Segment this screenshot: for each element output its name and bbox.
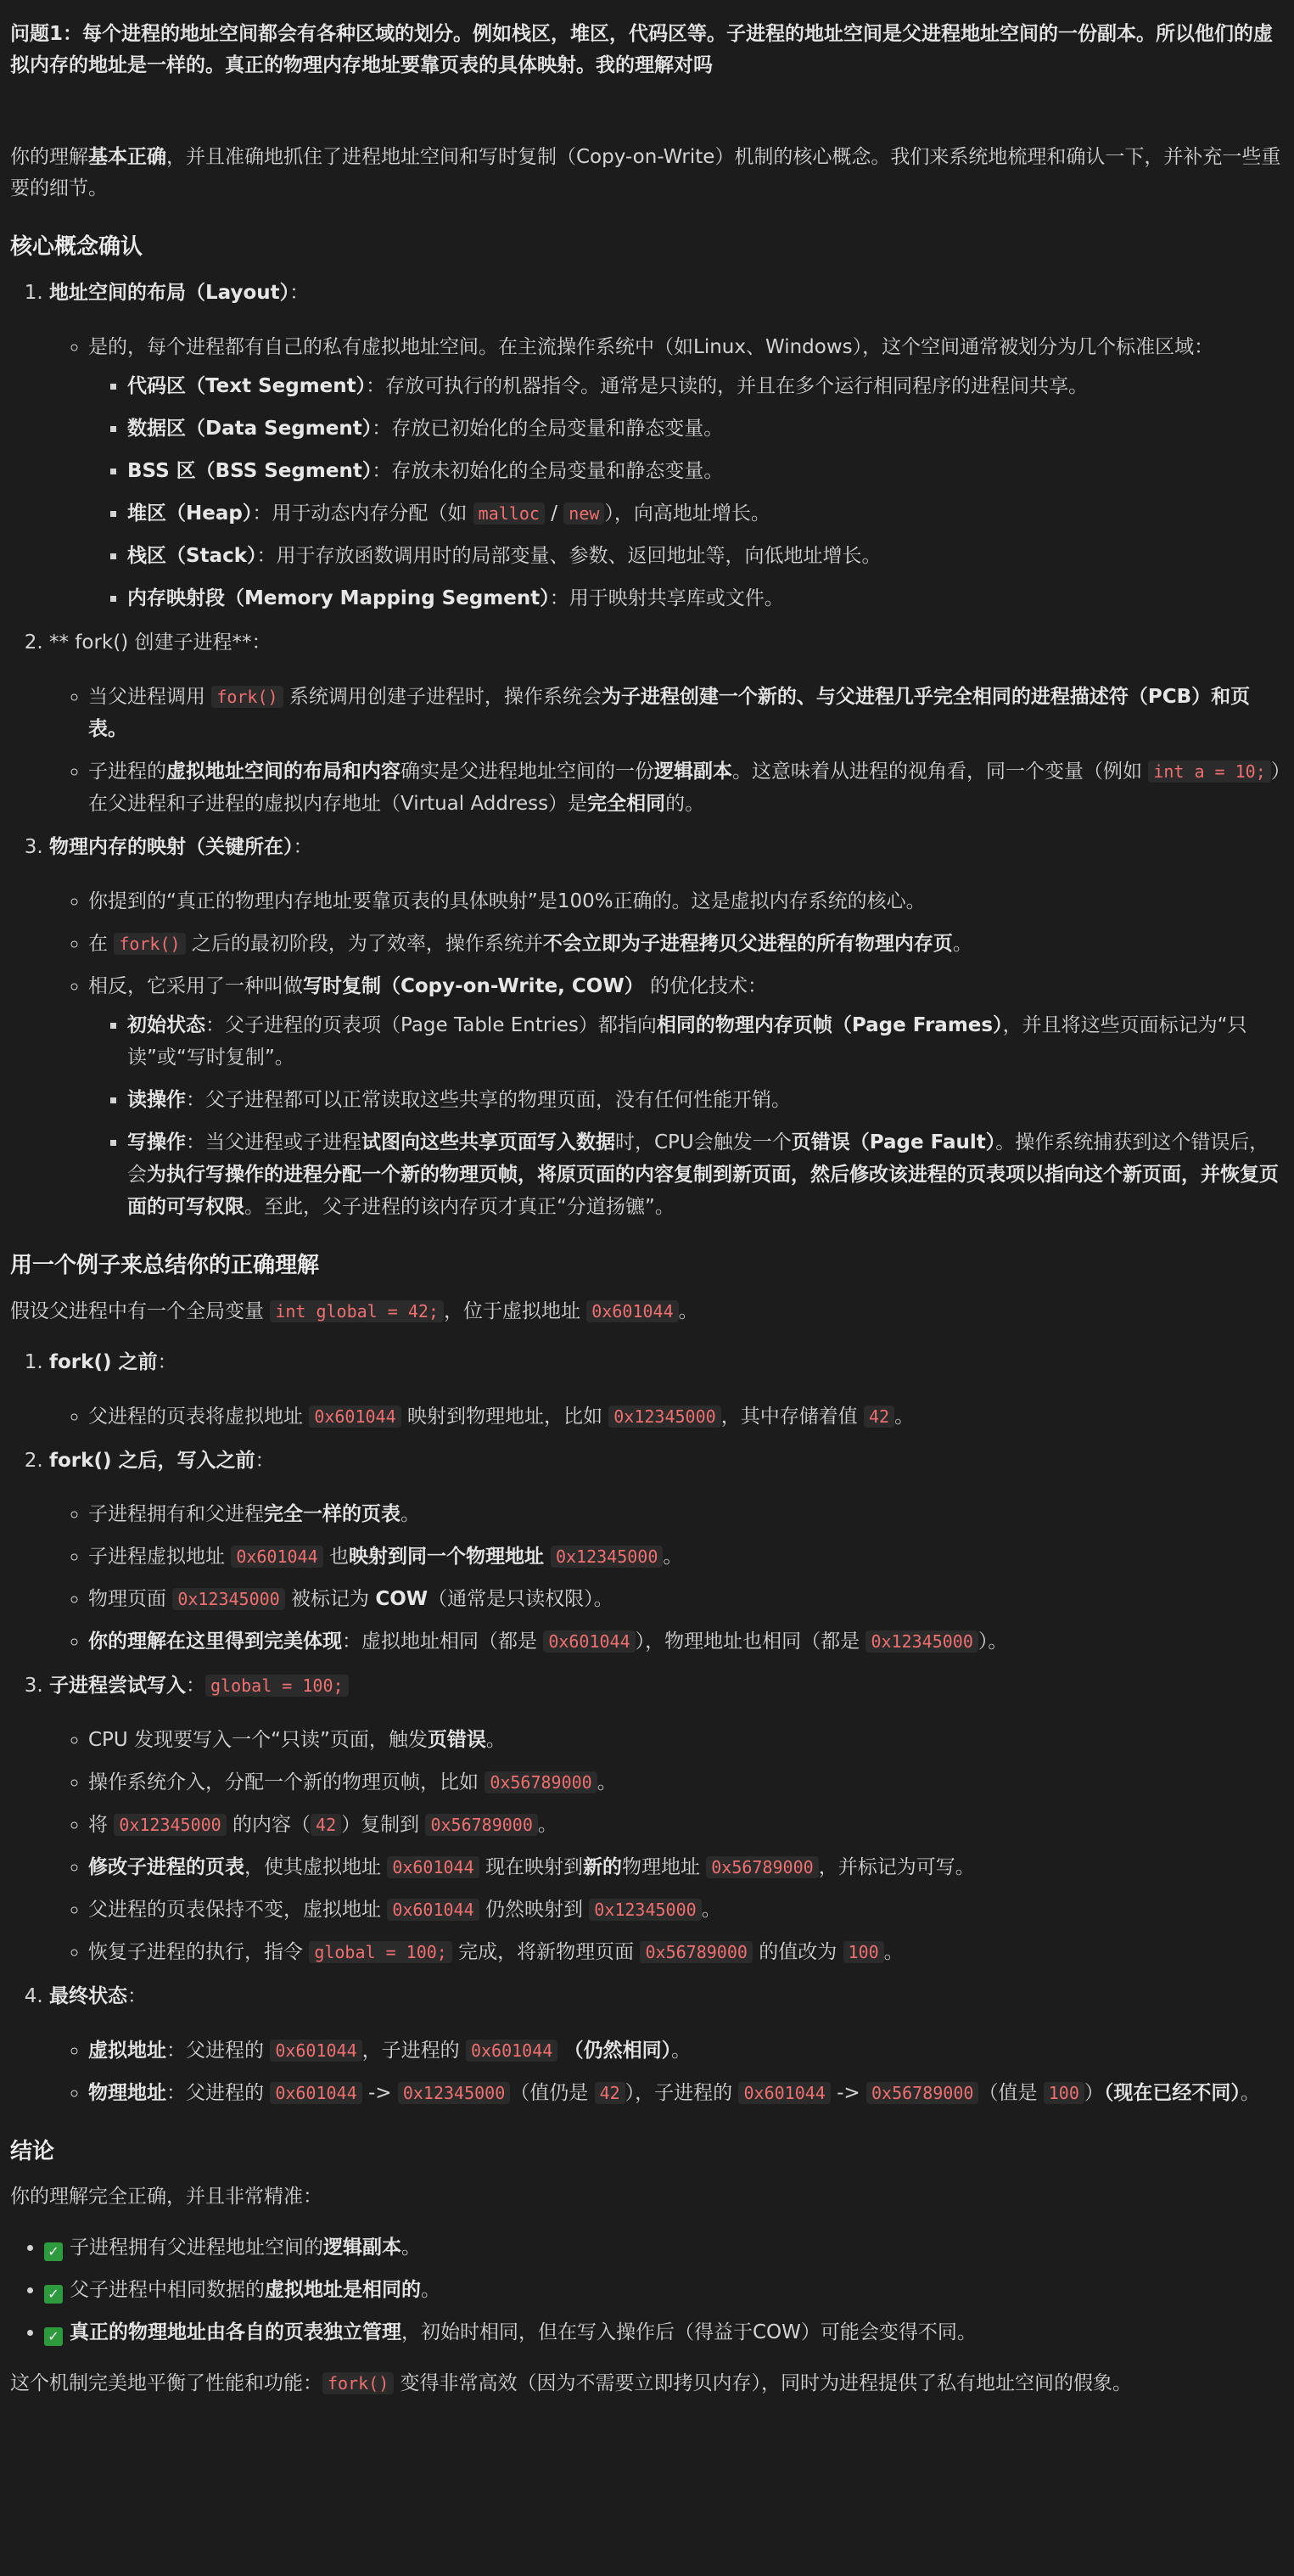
inline-code: global = 100; xyxy=(205,1675,349,1697)
list-item: ◦ 相反，它采用了一种叫做写时复制（Copy-on-Write, COW） 的优化技术： ▪ 初始状态：父子进程的页表项（Page Table Entries）都指向相同的物理内存页帧（Page Frames），并且将这些页面标记为“只读”或“写时复制”。 ▪ 读操作：父子进程都可以正常读取这些共享的物理页面，没有任何性能开销。 ▪ 写操作：当父进程或子进程试图向这些共享页面写入数据时，CPU会触发一个页错误（Page Fault）。操作系统捕获到这个错误后，会为执行写操作的进程分配一个新的物理页帧，将原页面的内容复制到新页面，然后修改该进程的页表项以指向这个新页面，并恢复页面的可写权限。至此，父子进程的该内存页才真正“分道扬镳”。 xyxy=(88,971,1282,1224)
list-item: • ✓ 父子进程中相同数据的虚拟地址是相同的。 xyxy=(44,2275,1282,2307)
list-item: ◦ 子进程的虚拟地址空间的布局和内容确实是父进程地址空间的一份逻辑副本。这意味着从进程的视角看，同一个变量（例如 int a = 10; ）在父进程和子进程的虚拟内存地址（Virtual Address）是完全相同的。 xyxy=(88,756,1282,821)
inline-code: int a = 10; xyxy=(1148,760,1270,783)
list-item: • ✓ 真正的物理地址由各自的页表独立管理，初始时相同，但在写入操作后（得益于COW）可能会变得不同。 xyxy=(44,2317,1282,2349)
inline-code: 42 xyxy=(311,1814,341,1836)
list-item: ◦ 当父进程调用 fork() 系统调用创建子进程时，操作系统会为子进程创建一个新的、与父进程几乎完全相同的进程描述符（PCB）和页表。 xyxy=(88,682,1282,746)
inline-code: 0x601044 xyxy=(543,1630,635,1653)
inline-code: malloc xyxy=(473,502,545,525)
inline-code: fork() xyxy=(211,686,283,708)
intro-paragraph: 你的理解基本正确，并且准确地抓住了进程地址空间和写时复制（Copy-on-Write）机制的核心概念。我们来系统地梳理和确认一下，并补充一些重要的细节。 xyxy=(10,145,1281,200)
inline-code: 0x601044 xyxy=(586,1300,678,1322)
inline-code: 0x601044 xyxy=(231,1546,322,1568)
inline-code: 100 xyxy=(843,1941,884,1963)
list-item: ▪ 代码区（Text Segment）：存放可执行的机器指令。通常是只读的，并且在多个运行相同程序的进程间共享。 xyxy=(127,371,1282,403)
segment-list xyxy=(88,371,1282,615)
list-item: ◦ 子进程拥有和父进程完全一样的页表。 xyxy=(88,1499,1282,1531)
inline-code: 0x601044 xyxy=(270,2082,361,2104)
list-item: ◦ 物理页面 0x12345000 被标记为 COW（通常是只读权限）。 xyxy=(88,1584,1282,1616)
core-concepts-list xyxy=(10,278,1282,1224)
inline-code: 0x12345000 xyxy=(398,2082,510,2104)
inline-code: 0x601044 xyxy=(387,1899,479,1921)
section-title-core-concepts: 核心概念确认 xyxy=(10,234,143,261)
list-item: • ✓ 子进程拥有父进程地址空间的逻辑副本。 xyxy=(44,2232,1282,2265)
inline-code: 0x12345000 xyxy=(865,1630,978,1653)
list-item: ◦ 父进程的页表保持不变，虚拟地址 0x601044 仍然映射到 0x12345000 。 xyxy=(88,1894,1282,1927)
example-steps-list xyxy=(10,1347,1282,2110)
section-title-conclusion: 结论 xyxy=(10,2138,55,2164)
inline-code: 0x56789000 xyxy=(706,1856,818,1878)
check-mark-icon: ✓ xyxy=(44,2327,63,2346)
inline-code: 0x601044 xyxy=(270,2040,361,2062)
list-item: ◦ 修改子进程的页表，使其虚拟地址 0x601044 现在映射到新的物理地址 0x56789000 ，并标记为可写。 xyxy=(88,1852,1282,1884)
list-item: ◦ 物理地址：父进程的 0x601044 -> 0x12345000 （值仍是 42 ），子进程的 0x601044 -> 0x56789000 （值是 100 ）（现在已经不同）。 xyxy=(88,2078,1282,2110)
check-mark-icon: ✓ xyxy=(44,2242,63,2261)
list-item: 2. fork() 之后，写入之前： ◦ 子进程拥有和父进程完全一样的页表。 ◦ 子进程虚拟地址 0x601044 也映射到同一个物理地址 0x12345000 。 ◦ 物理页面 0x12345000 被标记为 COW（通常是只读权限）。 ◦ 你的理解在这里得到完美体现：虚拟地址相同（都是 0x601044 ），物理地址也相同（都是 0x12345000 ）。 xyxy=(49,1445,1282,1659)
list-item: ◦ 操作系统介入，分配一个新的物理页帧，比如 0x56789000 。 xyxy=(88,1767,1282,1799)
inline-code: 0x56789000 xyxy=(866,2082,978,2104)
inline-code: 0x601044 xyxy=(309,1406,401,1428)
list-item: ◦ 虚拟地址：父进程的 0x601044 ，子进程的 0x601044 （仍然相同）。 xyxy=(88,2035,1282,2068)
inline-code: new xyxy=(563,502,604,525)
inline-code: fork() xyxy=(322,2372,394,2394)
example-intro: 假设父进程中有一个全局变量 int global = 42; ，位于虚拟地址 0x601044 。 xyxy=(10,1299,698,1322)
section-title-example: 用一个例子来总结你的正确理解 xyxy=(10,1252,320,1278)
list-item: ◦ 你提到的“真正的物理内存地址要靠页表的具体映射”是100%正确的。这是虚拟内存系统的核心。 xyxy=(88,886,1282,918)
list-item: 3. 物理内存的映射（关键所在）： ◦ 你提到的“真正的物理内存地址要靠页表的具体映射”是100%正确的。这是虚拟内存系统的核心。 ◦ 在 fork() 之后的最初阶段，为了效率，操作系统并不会立即为子进程拷贝父进程的所有物理内存页。 ◦ 相反，它采用了一种叫做写时复制（Copy-on-Write, COW） 的优化技术： ▪ 初始状态：父子进程的页表项（Page Table Entries）都指向相同的物理内存页帧（Page Frames），并且将这些页面标记为“只读”或“写时复制”。 ▪ 读操作：父子进程都可以正常读取这些共享的物理页面，没有任何性能开销。 ▪ 写操作：当父进程或子进程试图向这些共享页面写入数据时，CPU会触发一个页错误（Page Fault）。操作系统捕获到这个错误后，会为执行写操作的进程分配一个新的物理页帧，将原页面的内容复制到新页面，然后修改该进程的页表项以指向这个新页面，并恢复页面的可写权限。至此，父子进程的该内存页才真正“分道扬镳”。 xyxy=(49,832,1282,1223)
list-item: ▪ 写操作：当父进程或子进程试图向这些共享页面写入数据时，CPU会触发一个页错误（Page Fault）。操作系统捕获到这个错误后，会为执行写操作的进程分配一个新的物理页帧，将原页面的内容复制到新页面，然后修改该进程的页表项以指向这个新页面，并恢复页面的可写权限。至此，父子进程的该内存页才真正“分道扬镳”。 xyxy=(127,1127,1282,1224)
inline-code: 0x601044 xyxy=(387,1856,479,1878)
inline-code: 0x56789000 xyxy=(640,1941,752,1963)
conclusion-intro: 你的理解完全正确，并且非常精准： xyxy=(10,2186,322,2208)
list-item: 1. fork() 之前： ◦ 父进程的页表将虚拟地址 0x601044 映射到物理地址，比如 0x12345000 ，其中存储着值 42 。 xyxy=(49,1347,1282,1434)
inline-code: 0x12345000 xyxy=(551,1546,663,1568)
list-item: ▪ 内存映射段（Memory Mapping Segment）：用于映射共享库或文件。 xyxy=(127,583,1282,615)
list-item: ◦ 将 0x12345000 的内容（ 42 ）复制到 0x56789000 。 xyxy=(88,1810,1282,1842)
inline-code: 0x56789000 xyxy=(425,1814,537,1836)
list-item: ◦ 子进程虚拟地址 0x601044 也映射到同一个物理地址 0x12345000 。 xyxy=(88,1541,1282,1574)
inline-code: global = 100; xyxy=(309,1941,452,1963)
list-item: ◦ 恢复子进程的执行，指令 global = 100; 完成，将新物理页面 0x56789000 的值改为 100 。 xyxy=(88,1937,1282,1969)
list-item: ▪ 堆区（Heap）：用于动态内存分配（如 malloc / new ），向高地址增长。 xyxy=(127,498,1282,530)
list-item: ◦ 你的理解在这里得到完美体现：虚拟地址相同（都是 0x601044 ），物理地址也相同（都是 0x12345000 ）。 xyxy=(88,1626,1282,1658)
inline-code: 0x12345000 xyxy=(589,1899,701,1921)
inline-code: 0x12345000 xyxy=(172,1588,284,1610)
inline-code: 0x601044 xyxy=(466,2040,557,2062)
list-item: ▪ 栈区（Stack）：用于存放函数调用时的局部变量、参数、返回地址等，向低地址增长。 xyxy=(127,541,1282,573)
list-item: ▪ BSS 区（BSS Segment）：存放未初始化的全局变量和静态变量。 xyxy=(127,456,1282,488)
inline-code: 42 xyxy=(595,2082,625,2104)
cow-steps-list xyxy=(88,1010,1282,1224)
list-item: ◦ CPU 发现要写入一个“只读”页面，触发页错误。 xyxy=(88,1725,1282,1757)
conclusion-list xyxy=(10,2232,1282,2349)
list-item: 3. 子进程尝试写入： global = 100; ◦ CPU 发现要写入一个“只读”页面，触发页错误。 ◦ 操作系统介入，分配一个新的物理页帧，比如 0x56789000 。 ◦ 将 0x12345000 的内容（ 42 ）复制到 0x56789000 。 ◦ 修改子进程的页表，使其虚拟地址 0x601044 现在映射到新的物理地址 0x56789000 ，并标记为可写。 ◦ 父进程的页表保持不变，虚拟地址 0x601044 仍然映射到 0x12345000 。 ◦ 恢复子进程的执行，指令 global = 100; 完成，将新物理页面 0x56789000 的值改为 100 。 xyxy=(49,1670,1282,1969)
inline-code: 0x601044 xyxy=(738,2082,830,2104)
inline-code: 42 xyxy=(864,1406,894,1428)
final-paragraph: 这个机制完美地平衡了性能和功能： fork() 变得非常高效（因为不需要立即拷贝内存），同时为进程提供了私有地址空间的假象。 xyxy=(10,2372,1133,2395)
inline-code: 0x56789000 xyxy=(485,1771,597,1793)
list-item: 2. ** fork() 创建子进程**： ◦ 当父进程调用 fork() 系统调用创建子进程时，操作系统会为子进程创建一个新的、与父进程几乎完全相同的进程描述符（PCB）和页表。 ◦ 子进程的虚拟地址空间的布局和内容确实是父进程地址空间的一份逻辑副本。这意味着从进程的视角看，同一个变量（例如 int a = 10; ）在父进程和子进程的虚拟内存地址（Virtual Address）是完全相同的。 xyxy=(49,627,1282,821)
list-item: ▪ 读操作：父子进程都可以正常读取这些共享的物理页面，没有任何性能开销。 xyxy=(127,1085,1282,1117)
check-mark-icon: ✓ xyxy=(44,2285,63,2304)
inline-code: int global = 42; xyxy=(270,1300,444,1322)
list-item: ▪ 初始状态：父子进程的页表项（Page Table Entries）都指向相同的物理内存页帧（Page Frames），并且将这些页面标记为“只读”或“写时复制”。 xyxy=(127,1010,1282,1075)
inline-code: 0x12345000 xyxy=(114,1814,226,1836)
inline-code: fork() xyxy=(114,933,185,955)
list-item: 1. 地址空间的布局（Layout）： ◦ 是的，每个进程都有自己的私有虚拟地址空间。在主流操作系统中（如Linux、Windows），这个空间通常被划分为几个标准区域： ▪ 代码区（Text Segment）：存放可执行的机器指令。通常是只读的，并且在多个运行相同程序的进程间共享。 ▪ 数据区（Data Segment）：存放已初始化的全局变量和静态变量。 ▪ BSS 区（BSS Segment）：存放未初始化的全局变量和静态变量。 ▪ 堆区（Heap）：用于动态内存分配（如 malloc / new ），向高地址增长。 ▪ 栈区（Stack）：用于存放函数调用时的局部变量、参数、返回地址等，向低地址增长。 ▪ 内存映射段（Memory Mapping Segment）：用于映射共享库或文件。 xyxy=(49,278,1282,615)
list-item: ▪ 数据区（Data Segment）：存放已初始化的全局变量和静态变量。 xyxy=(127,413,1282,446)
inline-code: 100 xyxy=(1044,2082,1084,2104)
inline-code: 0x12345000 xyxy=(608,1406,720,1428)
list-item: ◦ 是的，每个进程都有自己的私有虚拟地址空间。在主流操作系统中（如Linux、Windows），这个空间通常被划分为几个标准区域： ▪ 代码区（Text Segment）：存放可执行的机器指令。通常是只读的，并且在多个运行相同程序的进程间共享。 ▪ 数据区（Data Segment）：存放已初始化的全局变量和静态变量。 ▪ BSS 区（BSS Segment）：存放未初始化的全局变量和静态变量。 ▪ 堆区（Heap）：用于动态内存分配（如 malloc / new ），向高地址增长。 ▪ 栈区（Stack）：用于存放函数调用时的局部变量、参数、返回地址等，向低地址增长。 ▪ 内存映射段（Memory Mapping Segment）：用于映射共享库或文件。 xyxy=(88,332,1282,615)
list-item: ◦ 在 fork() 之后的最初阶段，为了效率，操作系统并不会立即为子进程拷贝父进程的所有物理内存页。 xyxy=(88,929,1282,961)
list-item: ◦ 父进程的页表将虚拟地址 0x601044 映射到物理地址，比如 0x12345000 ，其中存储着值 42 。 xyxy=(88,1401,1282,1434)
list-item: 4. 最终状态： ◦ 虚拟地址：父进程的 0x601044 ，子进程的 0x601044 （仍然相同）。 ◦ 物理地址：父进程的 0x601044 -> 0x12345000 （值仍是 42 ），子进程的 0x601044 -> 0x56789000 （值是 100 ）（现在已经不同）。 xyxy=(49,1981,1282,2110)
user-question: 问题1：每个进程的地址空间都会有各种区域的划分。例如栈区，堆区，代码区等。子进程的地址空间是父进程地址空间的一份副本。所以他们的虚拟内存的地址是一样的。真正的物理内存地址要靠页表的具体映射。我的理解对吗 xyxy=(10,23,1274,77)
